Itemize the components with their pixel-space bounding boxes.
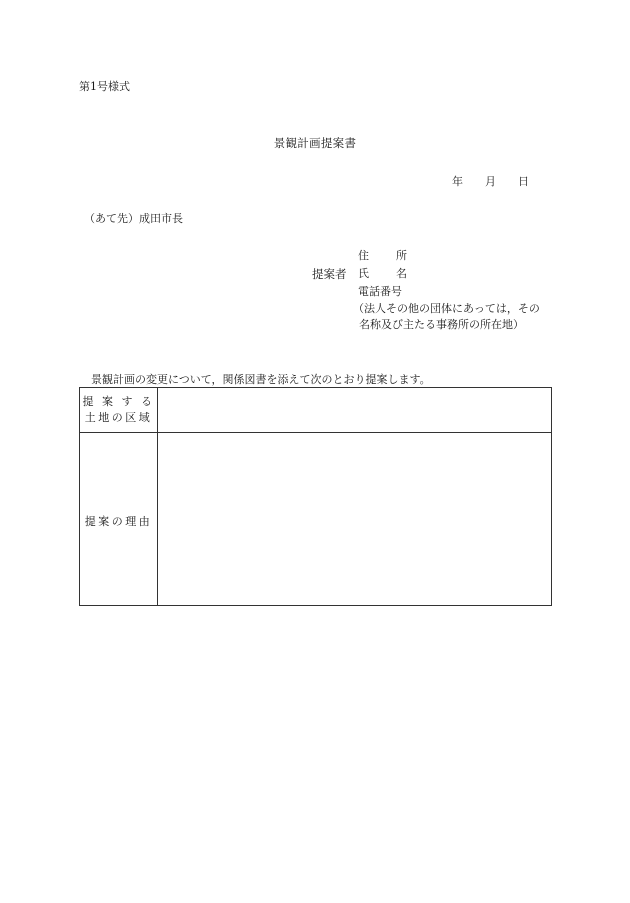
proposer-address-label [358, 249, 407, 263]
month-label: 月 [485, 175, 496, 188]
day-label: 日 [518, 175, 529, 188]
name-label-char-1: 氏 [358, 267, 369, 280]
proposer-note-line-1: （法人その他の団体にあっては，その [353, 302, 540, 315]
address-label-char-1: 住 [358, 249, 369, 262]
area-label-line-2: 土地の区域 [84, 411, 153, 424]
proposer-phone-label: 電話番号 [358, 285, 402, 298]
document-title: 景観計画提案書 [273, 136, 357, 150]
table-divider-vertical [157, 388, 158, 605]
proposal-table [79, 387, 552, 606]
area-label [80, 394, 157, 426]
date-line [452, 175, 529, 189]
name-label-char-2: 名 [396, 267, 407, 280]
addressee: （あて先）成田市長 [84, 212, 183, 225]
table-divider-horizontal [80, 432, 551, 433]
area-label-line-1: 提 案 す る [82, 395, 155, 408]
proposer-note-line-2: 名称及び主たる事務所の所在地） [359, 318, 524, 331]
proposer-role-label: 提案者 [312, 267, 347, 281]
address-label-char-2: 所 [396, 249, 407, 262]
reason-label: 提案の理由 [84, 515, 153, 528]
form-number: 第1号様式 [79, 80, 130, 93]
intro-text: 景観計画の変更について，関係図書を添えて次のとおり提案します。 [91, 373, 431, 386]
year-label: 年 [452, 175, 463, 188]
proposer-name-label [358, 267, 407, 281]
